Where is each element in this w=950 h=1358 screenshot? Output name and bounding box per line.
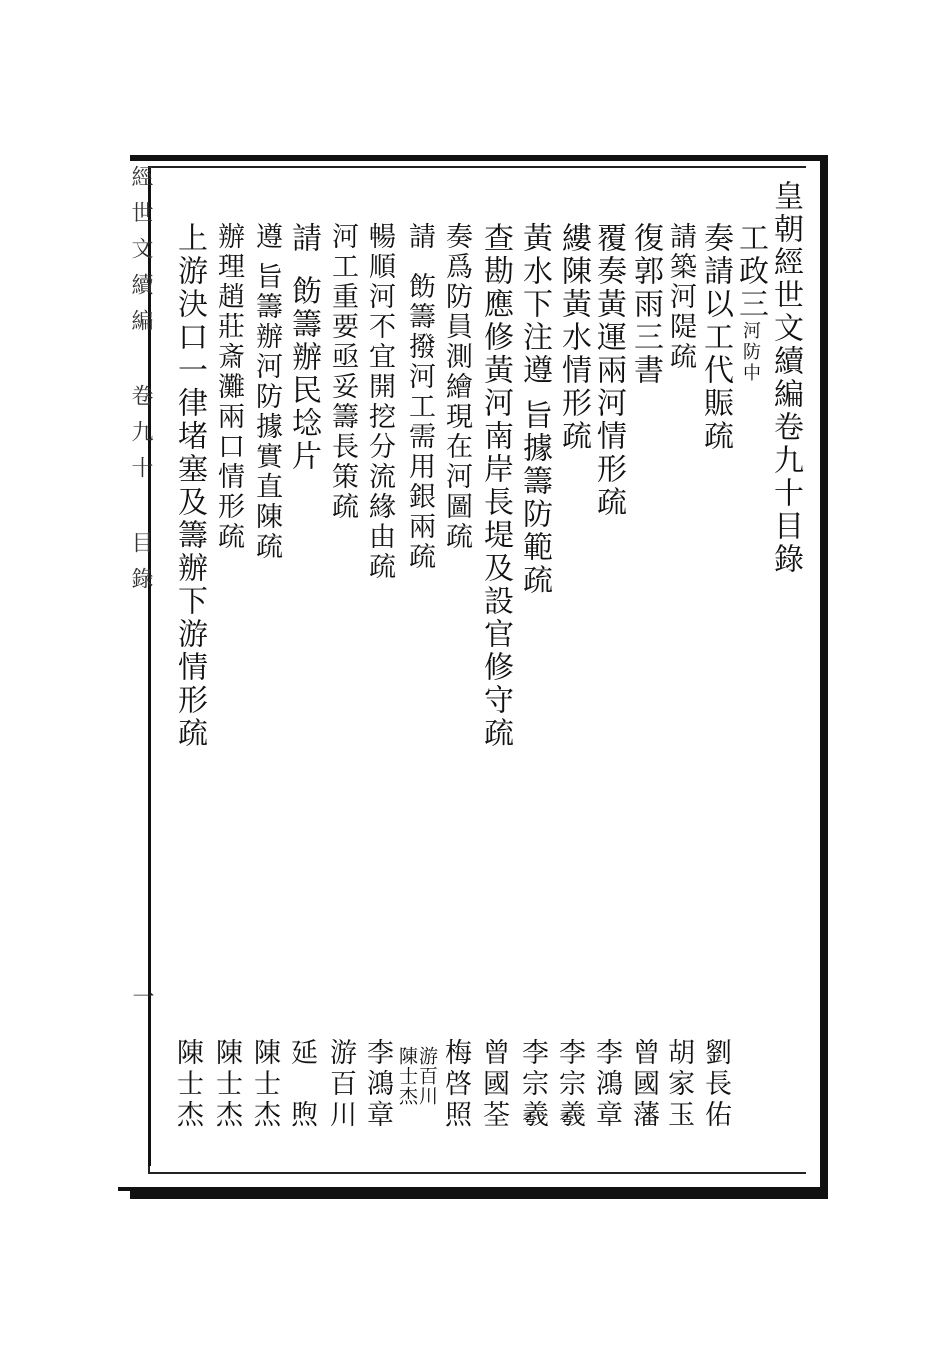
entry-title-part: 飭籌撥河工需用銀兩疏 (404, 272, 435, 572)
entry-title-part: 黃水下注遵 (517, 222, 552, 387)
entry-author: 曾國藩 (628, 1038, 659, 1131)
entry-title (286, 222, 320, 473)
entry-author: 游百川 (325, 1038, 356, 1131)
subsection-label: 河防中 (740, 321, 761, 384)
entry-title-part: 遵 (251, 222, 282, 252)
entry-author: 李宗羲 (517, 1038, 548, 1131)
entry-title: 河工重要亟妥籌長策疏 (327, 222, 358, 522)
entry-author: 李鴻章 (362, 1038, 393, 1131)
entry-title: 覆奏黃運兩河情形疏 (591, 222, 626, 519)
entry-title-part: 請 (404, 222, 435, 252)
entry-author: 劉長佑 (700, 1038, 731, 1131)
entry-title: 上游決口一律堵塞及籌辦下游情形疏 (172, 222, 207, 750)
entry-title: 奏爲防員測繪現在河圖疏 (441, 222, 472, 552)
section-title (733, 222, 767, 384)
entry-author: 梅啓照 (440, 1038, 471, 1131)
entry-title: 辦理趙莊斎灘兩口情形疏 (213, 222, 244, 552)
entry-title (249, 222, 283, 562)
section-label: 工政三 (733, 222, 768, 321)
page-number: 一 (129, 985, 154, 1007)
entry-author: 李宗羲 (554, 1038, 585, 1131)
entry-author: 游百川 (416, 1046, 438, 1106)
entry-title (402, 222, 436, 572)
entry-author: 曾國荃 (478, 1038, 509, 1131)
entry-title: 請築河隄疏 (665, 222, 696, 372)
book-title: 皇朝經世文續編卷九十目錄 (768, 180, 803, 576)
entry-author: 延 煦 (286, 1038, 317, 1131)
entry-author: 陳士杰 (172, 1038, 203, 1131)
entry-author: 陳士杰 (396, 1046, 418, 1106)
entry-title-part: 飭籌辦民埝片 (286, 275, 321, 473)
entry-title: 奏請以工代賑疏 (698, 222, 733, 453)
entry-author: 陳士杰 (249, 1038, 280, 1131)
entry-author: 胡家玉 (663, 1038, 694, 1131)
entry-title: 暢順河不宜開挖分流緣由疏 (364, 222, 395, 582)
entry-author: 李鴻章 (591, 1038, 622, 1131)
entry-author: 陳士杰 (211, 1038, 242, 1131)
entry-title: 縷陳黃水情形疏 (556, 222, 591, 453)
bottom-rule (118, 1187, 823, 1191)
entry-title-part: 旨籌辦河防據實直陳疏 (251, 262, 282, 562)
entry-title: 復郭雨三書 (628, 222, 663, 387)
entry-title-part: 旨據籌防範疏 (517, 399, 552, 597)
entry-title-part: 請 (286, 222, 321, 255)
entry-title: 查勘應修黃河南岸長堤及設官修守疏 (478, 222, 513, 750)
entry-title (517, 222, 551, 597)
margin-label: 經世文續編 卷九十 目錄 (128, 165, 153, 603)
